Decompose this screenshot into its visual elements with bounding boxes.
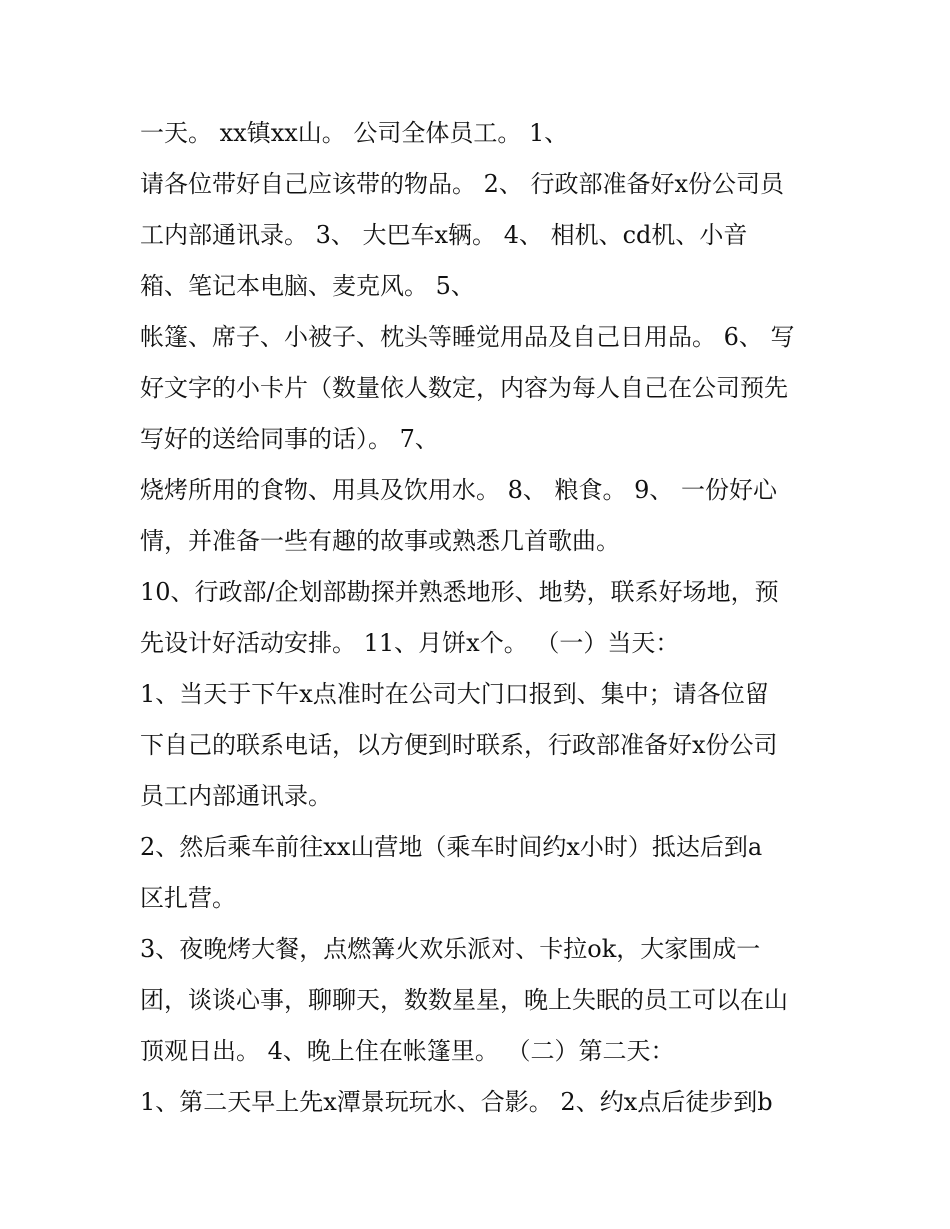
text-line: 写好的送给同事的话）。 7、 [140, 425, 439, 453]
text-line: 帐篷、席子、小被子、枕头等睡觉用品及自己日用品。 6、 写 [140, 323, 795, 351]
text-line: 顶观日出。 4、晚上住在帐篷里。 （二）第二天： [140, 1037, 675, 1065]
text-line: 情，并准备一些有趣的故事或熟悉几首歌曲。 [140, 527, 620, 555]
text-line: 2、然后乘车前往xx山营地（乘车时间约x小时）抵达后到a [140, 833, 763, 861]
text-line: 3、夜晚烤大餐，点燃篝火欢乐派对、卡拉ok，大家围成一 [140, 935, 761, 963]
text-line: 员工内部通讯录。 [140, 782, 332, 810]
text-line: 请各位带好自己应该带的物品。 2、 行政部准备好x份公司员 [140, 170, 785, 198]
document-body [140, 108, 820, 1128]
text-line: 1、第二天早上先x潭景玩玩水、合影。 2、约x点后徒步到b [140, 1088, 773, 1116]
text-line: 区扎营。 [140, 884, 236, 912]
text-line: 1、当天于下午x点准时在公司大门口报到、集中；请各位留 [140, 680, 769, 708]
text-line: 10、行政部/企划部勘探并熟悉地形、地势，联系好场地，预 [140, 578, 779, 606]
text-line: 一天。 xx镇xx山。 公司全体员工。 1、 [140, 119, 569, 147]
text-line: 团，谈谈心事，聊聊天，数数星星，晚上失眠的员工可以在山 [140, 986, 788, 1014]
text-line: 好文字的小卡片（数量依人数定，内容为每人自己在公司预先 [140, 374, 788, 402]
text-line: 箱、笔记本电脑、麦克风。 5、 [140, 272, 475, 300]
text-line: 烧烤所用的食物、用具及饮用水。 8、 粮食。 9、 一份好心 [140, 476, 778, 504]
text-line: 先设计好活动安排。 11、月饼x个。 （一）当天： [140, 629, 680, 657]
text-line: 下自己的联系电话，以方便到时联系，行政部准备好x份公司 [140, 731, 778, 759]
text-line: 工内部通讯录。 3、 大巴车x辆。 4、 相机、cd机、小音 [140, 221, 748, 249]
